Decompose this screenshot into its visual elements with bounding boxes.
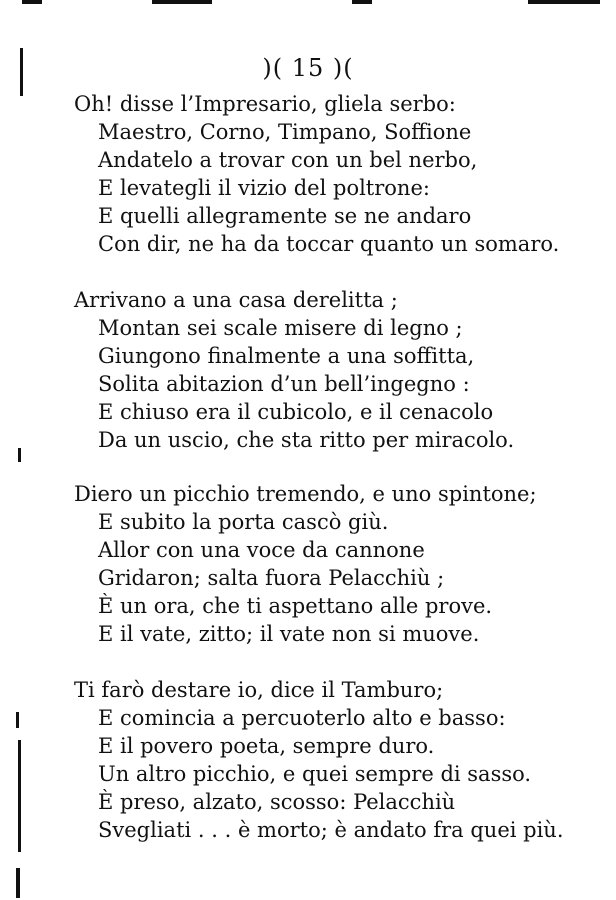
- verse-line: Maestro, Corno, Timpano, Soffione: [98, 120, 472, 144]
- scan-edge-rule: [352, 0, 372, 4]
- scan-edge-rule: [152, 0, 212, 4]
- verse-line: Da un uscio, che sta ritto per miracolo.: [98, 428, 515, 452]
- page-number: )( 15 )(: [262, 54, 354, 82]
- verse-line: E il vate, zitto; il vate non si muove.: [98, 622, 480, 646]
- scan-edge-rule: [22, 0, 42, 4]
- verse-line: Arrivano a una casa derelitta ;: [74, 288, 398, 312]
- scan-edge-rule: [528, 0, 600, 4]
- verse-line: E quelli allegramente se ne andaro: [98, 204, 472, 228]
- verse-line: Montan sei scale misere di legno ;: [98, 316, 463, 340]
- scan-margin-mark: [16, 712, 19, 728]
- verse-line: Giungono finalmente a una soffitta,: [98, 344, 475, 368]
- stanza-1: [74, 90, 594, 258]
- verse-line: Diero un picchio tremendo, e uno spintone;: [74, 482, 537, 506]
- verse-line: Svegliati . . . è morto; è andato fra quei più.: [98, 818, 564, 842]
- stanza-2: [74, 286, 594, 454]
- verse-line: E subito la porta cascò giù.: [98, 510, 389, 534]
- scan-margin-mark: [18, 448, 21, 462]
- verse-line: Ti farò destare io, dice il Tamburo;: [74, 678, 444, 702]
- verse-line: Allor con una voce da cannone: [98, 538, 425, 562]
- verse-line: E levategli il vizio del poltrone:: [98, 176, 430, 200]
- verse-line: Un altro picchio, e quei sempre di sasso.: [98, 762, 532, 786]
- verse-line: E comincia a percuoterlo alto e basso:: [98, 706, 506, 730]
- verse-line: Gridaron; salta fuora Pelacchiù ;: [98, 566, 445, 590]
- verse-line: E il povero poeta, sempre duro.: [98, 734, 435, 758]
- verse-line: Con dir, ne ha da toccar quanto un somaro.: [98, 232, 560, 256]
- verse-line: È un ora, che ti aspettano alle prove.: [98, 594, 493, 618]
- verse-line: Solita abitazion d’un bell’ingegno :: [98, 372, 470, 396]
- scan-margin-mark: [18, 740, 21, 852]
- verse-line: Andatelo a trovar con un bel nerbo,: [98, 148, 478, 172]
- verse-line: È preso, alzato, scosso: Pelacchiù: [98, 790, 456, 814]
- stanza-4: [74, 676, 594, 844]
- scan-margin-mark: [16, 868, 20, 898]
- verse-line: E chiuso era il cubicolo, e il cenacolo: [98, 400, 494, 424]
- stanza-3: [74, 480, 594, 648]
- verse-line: Oh! disse l’Impresario, gliela serbo:: [74, 92, 456, 116]
